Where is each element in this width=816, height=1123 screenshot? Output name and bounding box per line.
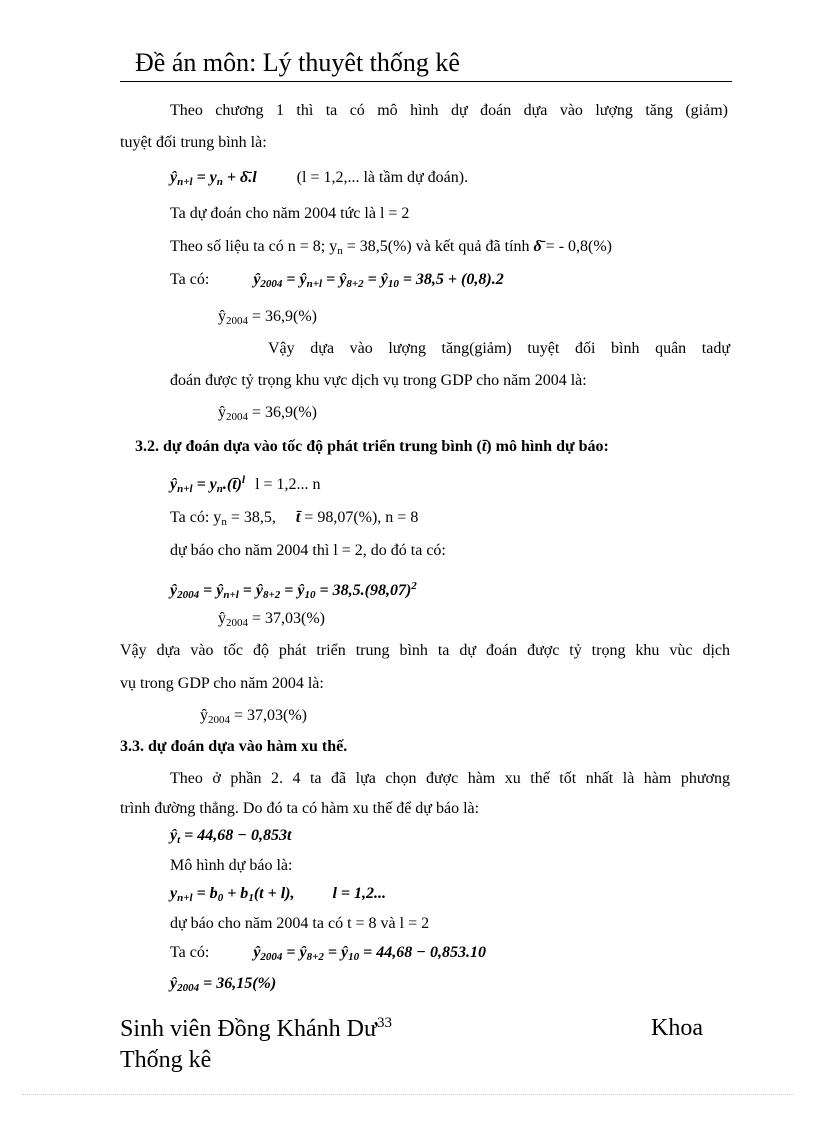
forecast-note-1: dự báo cho năm 2004 thì l = 2, do đó ta có: — [170, 542, 446, 559]
formula-2: Ta có: ŷ2004 = ŷn+l = ŷ8+2 = ŷ10 = 38,5 + (0,8).2 — [170, 271, 504, 290]
formula-7: Ta có: ŷ2004 = ŷ8+2 = ŷ10 = 44,68 − 0,853.10 — [170, 944, 486, 963]
formula-4: ŷ2004 = ŷn+l = ŷ8+2 = ŷ10 = $38,5.(98,07)^2$ — [170, 580, 417, 601]
bottom-dotted-rule — [22, 1094, 794, 1095]
result-4: ŷ2004 = 37,03(%) — [200, 707, 308, 726]
page-header-title: Đề án môn: Lý thuyêt thống kê — [135, 48, 460, 77]
paragraph-3-line-2: vụ trong GDP cho năm 2004 là: — [120, 675, 324, 692]
formula-6: yn+l = b0 + b1(t + l), l = 1,2... — [170, 885, 387, 904]
paragraph-1-line-1: Theo chương 1 thì ta có mô hình dự đoán dựa vào lượng tăng (giảm) — [170, 102, 728, 119]
paragraph-2-line-1: Vậy dựa vào lượng tăng(giảm) tuyệt đối bình quân tadự — [268, 340, 730, 357]
footer-khoa: Khoa — [651, 1015, 703, 1041]
formula-3: ŷn+l = yn.(t̄)$^l$ l = 1,2... n — [170, 474, 321, 495]
heading-3-2: 3.2. dự đoán dựa vào tốc độ phát triển trung bình (t̄) mô hình dự báo: — [135, 438, 609, 455]
paragraph-4-line-1: Theo ở phần 2. 4 ta đã lựa chọn được hàm xu thế tốt nhất là hàm phương — [170, 770, 730, 787]
page-number: 33 — [377, 1015, 392, 1031]
result-1: ŷ2004 = 36,9(%) — [218, 308, 318, 327]
footer-student: Sinh viên Đồng Khánh $Dư^{33}$ — [120, 1015, 392, 1042]
header-rule — [120, 81, 732, 82]
result-2: ŷ2004 = 36,9(%) — [218, 404, 318, 423]
paragraph-1-line-2: tuyệt đối trung bình là: — [120, 134, 267, 151]
formula-1: ŷn+l = yn + δ̄.l (l = 1,2,... là tầm dự đoán). — [170, 169, 469, 188]
formula-8: ŷ2004 = 36,15(%) — [170, 975, 277, 994]
paragraph-3-line-1: Vậy dựa vào tốc độ phát triển trung bình ta dự đoán được tỷ trọng khu vùc dịch — [120, 642, 730, 659]
given-values-line: Ta có: yn = 38,5, t̄ = 98,07(%), n = 8 — [170, 509, 419, 528]
forecast-note-2: dự báo cho năm 2004 ta có t = 8 và l = 2 — [170, 915, 430, 932]
data-line: Theo số liệu ta có n = 8; yn = 38,5(%) và kết quả đã tính δ̄ = - 0,8(%) — [170, 238, 613, 257]
heading-3-3: 3.3. dự đoán dựa vào hàm xu thế. — [120, 738, 348, 755]
footer-dept: Thống kê — [120, 1047, 212, 1073]
model-label: Mô hình dự báo là: — [170, 857, 293, 874]
formula-1-note: (l = 1,2,... là tầm dự đoán). — [296, 169, 469, 186]
formula-5: ŷt = 44,68 − 0,853t — [170, 827, 292, 846]
result-3: ŷ2004 = 37,03(%) — [218, 610, 326, 629]
paragraph-4-line-2: trình đường thẳng. Do đó ta có hàm xu thế để dự báo là: — [120, 800, 480, 817]
paragraph-2-line-2: đoán được tỷ trọng khu vực dịch vụ trong GDP cho năm 2004 là: — [170, 372, 587, 389]
forecast-2004-line: Ta dự đoán cho năm 2004 tức là l = 2 — [170, 205, 410, 222]
